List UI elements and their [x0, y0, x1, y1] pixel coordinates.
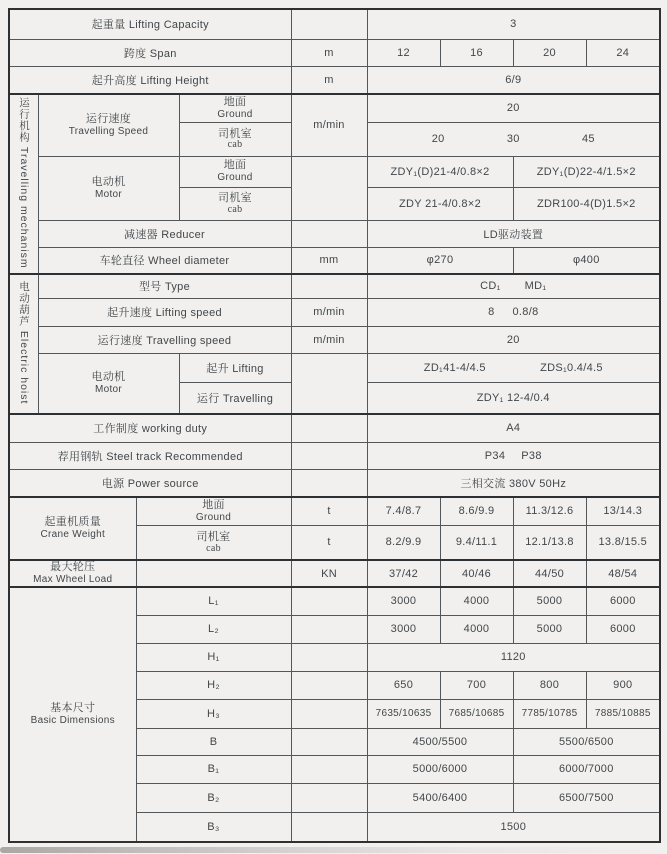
row-max-wheel-load [9, 560, 660, 587]
max-wheel-load-unit: KN [291, 560, 367, 587]
reducer-label: 减速器 Reducer [38, 220, 291, 247]
dim-H3-value-1: 7635/10635 [367, 699, 440, 728]
max-wheel-load-value-3: 44/50 [513, 560, 586, 587]
unit-cell-empty [291, 9, 367, 39]
unit-cell-empty [291, 353, 367, 414]
crane-weight-ground-sublabel: 地面 Ground [136, 497, 291, 525]
dim-H1-name: H₁ [136, 643, 291, 671]
max-wheel-load-value-4: 48/54 [586, 560, 660, 587]
unit-cell-empty [291, 643, 367, 671]
dim-L1-name: L₁ [136, 587, 291, 615]
basic-dimensions-label: 基本尺寸 Basic Dimensions [9, 587, 136, 842]
row-hoist-type [9, 274, 660, 298]
dim-B-value-1: 4500/5500 [367, 728, 513, 755]
travel-motor-cab-sublabel: 司机室 cab [179, 187, 291, 220]
dim-H1-value: 1120 [367, 643, 660, 671]
max-wheel-load-value-1: 37/42 [367, 560, 440, 587]
dim-H2-value-4: 900 [586, 671, 660, 699]
travel-speed-cab-sublabel: 司机室 cab [179, 122, 291, 156]
row-lifting-capacity [9, 9, 660, 39]
row-crane-weight-ground [9, 497, 660, 525]
dim-L2-value-1: 3000 [367, 615, 440, 643]
travel-speed-cab-values: 20 30 45 [367, 122, 660, 156]
lifting-capacity-value: 3 [367, 9, 660, 39]
row-hoist-lifting-speed [9, 298, 660, 326]
travelling-mechanism-group-label: 运行机构 Travelling mechanism [18, 96, 30, 269]
electric-hoist-group [9, 274, 38, 414]
span-value-12: 12 [367, 39, 440, 66]
crane-weight-cab-value-2: 9.4/11.1 [440, 525, 513, 560]
max-wheel-load-label: 最大轮压 Max Wheel Load [9, 560, 136, 587]
dim-L2-value-4: 6000 [586, 615, 660, 643]
span-value-24: 24 [586, 39, 660, 66]
unit-cell-empty [291, 615, 367, 643]
row-lifting-height [9, 66, 660, 94]
unit-cell-empty [291, 469, 367, 497]
row-dim-L1 [9, 587, 660, 615]
travel-motor-cab-value-2: ZDR100-4(D)1.5×2 [513, 187, 660, 220]
unit-cell-empty [291, 274, 367, 298]
crane-weight-cab-sublabel: 司机室 cab [136, 525, 291, 560]
power-source-label: 电源 Power source [9, 469, 291, 497]
dim-B-name: B [136, 728, 291, 755]
travelling-mechanism-group [9, 94, 38, 274]
hoist-motor-travelling-value: ZDY₁ 12-4/0.4 [367, 382, 660, 414]
dim-L1-value-3: 5000 [513, 587, 586, 615]
wheel-diameter-value-1: φ270 [367, 247, 513, 274]
dim-L2-name: L₂ [136, 615, 291, 643]
unit-cell-empty [291, 699, 367, 728]
unit-cell-empty [291, 671, 367, 699]
unit-cell-empty [291, 812, 367, 842]
lifting-capacity-label: 起重量 Lifting Capacity [9, 9, 291, 39]
row-steel-track [9, 442, 660, 469]
reducer-value: LD驱动装置 [367, 220, 660, 247]
unit-cell-empty [291, 728, 367, 755]
unit-cell-empty [291, 156, 367, 220]
crane-weight-cab-value-1: 8.2/9.9 [367, 525, 440, 560]
hoist-lifting-speed-label: 起升速度 Lifting speed [38, 298, 291, 326]
electric-hoist-group-label: 电动葫芦 Electric hoist [18, 280, 30, 405]
hoist-motor-label: 电动机 Motor [38, 353, 179, 414]
sublabel-cell-empty [136, 560, 291, 587]
dim-B1-name: B₁ [136, 755, 291, 783]
crane-weight-cab-value-4: 13.8/15.5 [586, 525, 660, 560]
dim-L2-value-3: 5000 [513, 615, 586, 643]
power-source-value: 三相交流 380V 50Hz [367, 469, 660, 497]
travel-speed-ground-sublabel: 地面 Ground [179, 94, 291, 122]
dim-L1-value-2: 4000 [440, 587, 513, 615]
crane-weight-ground-value-4: 13/14.3 [586, 497, 660, 525]
dim-B1-value-1: 5000/6000 [367, 755, 513, 783]
crane-weight-cab-value-3: 12.1/13.8 [513, 525, 586, 560]
row-wheel-diameter [9, 247, 660, 274]
hoist-motor-travelling-sublabel: 运行 Travelling [179, 382, 291, 414]
working-duty-value: A4 [367, 414, 660, 442]
dim-B1-value-2: 6000/7000 [513, 755, 660, 783]
travel-motor-label: 电动机 Motor [38, 156, 179, 220]
dim-H3-value-4: 7885/10885 [586, 699, 660, 728]
hoist-type-values: CD₁ MD₁ [367, 274, 660, 298]
hoist-lifting-speed-unit: m/min [291, 298, 367, 326]
dim-L1-value-1: 3000 [367, 587, 440, 615]
hoist-travelling-speed-unit: m/min [291, 326, 367, 353]
crane-weight-ground-value-1: 7.4/8.7 [367, 497, 440, 525]
row-travel-speed-ground [9, 94, 660, 122]
hoist-travelling-speed-value: 20 [367, 326, 660, 353]
row-reducer [9, 220, 660, 247]
working-duty-label: 工作制度 working duty [9, 414, 291, 442]
dim-H3-name: H₃ [136, 699, 291, 728]
dim-B2-value-2: 6500/7500 [513, 783, 660, 812]
dim-H2-value-3: 800 [513, 671, 586, 699]
unit-cell-empty [291, 414, 367, 442]
travel-speed-ground-value: 20 [367, 94, 660, 122]
lifting-height-unit: m [291, 66, 367, 94]
dim-H2-value-2: 700 [440, 671, 513, 699]
row-hoist-travelling-speed [9, 326, 660, 353]
dim-H2-value-1: 650 [367, 671, 440, 699]
dim-B2-value-1: 5400/6400 [367, 783, 513, 812]
wheel-diameter-unit: mm [291, 247, 367, 274]
span-value-20: 20 [513, 39, 586, 66]
travel-motor-ground-sublabel: 地面 Ground [179, 156, 291, 187]
travel-motor-ground-value-1: ZDY₁(D)21-4/0.8×2 [367, 156, 513, 187]
travel-speed-label: 运行速度 Travelling Speed [38, 94, 179, 156]
crane-spec-table [8, 8, 661, 843]
crane-weight-ground-value-2: 8.6/9.9 [440, 497, 513, 525]
unit-cell-empty [291, 220, 367, 247]
crane-weight-unit: t [291, 525, 367, 560]
dim-H3-value-3: 7785/10785 [513, 699, 586, 728]
dim-B3-name: B₃ [136, 812, 291, 842]
scan-edge-artifact [0, 847, 640, 853]
hoist-motor-lifting-values: ZD₁41-4/4.5 ZDS₁0.4/4.5 [367, 353, 660, 382]
crane-weight-label: 起重机质量 Crane Weight [9, 497, 136, 560]
dim-H3-value-2: 7685/10685 [440, 699, 513, 728]
span-value-16: 16 [440, 39, 513, 66]
crane-weight-ground-value-3: 11.3/12.6 [513, 497, 586, 525]
unit-cell-empty [291, 442, 367, 469]
wheel-diameter-label: 车轮直径 Wheel diameter [38, 247, 291, 274]
travel-motor-ground-value-2: ZDY₁(D)22-4/1.5×2 [513, 156, 660, 187]
max-wheel-load-value-2: 40/46 [440, 560, 513, 587]
row-power-source [9, 469, 660, 497]
wheel-diameter-value-2: φ400 [513, 247, 660, 274]
travel-speed-unit: m/min [291, 94, 367, 156]
hoist-lifting-speed-values: 8 0.8/8 [367, 298, 660, 326]
hoist-motor-lifting-sublabel: 起升 Lifting [179, 353, 291, 382]
hoist-travelling-speed-label: 运行速度 Travelling speed [38, 326, 291, 353]
dim-H2-name: H₂ [136, 671, 291, 699]
travel-motor-cab-value-1: ZDY 21-4/0.8×2 [367, 187, 513, 220]
crane-weight-unit: t [291, 497, 367, 525]
lifting-height-label: 起升高度 Lifting Height [9, 66, 291, 94]
unit-cell-empty [291, 783, 367, 812]
unit-cell-empty [291, 587, 367, 615]
lifting-height-value: 6/9 [367, 66, 660, 94]
hoist-type-label: 型号 Type [38, 274, 291, 298]
row-span [9, 39, 660, 66]
dim-B-value-2: 5500/6500 [513, 728, 660, 755]
row-hoist-motor-lifting [9, 353, 660, 382]
row-working-duty [9, 414, 660, 442]
dim-L1-value-4: 6000 [586, 587, 660, 615]
dim-B2-name: B₂ [136, 783, 291, 812]
steel-track-label: 荐用钢轨 Steel track Recommended [9, 442, 291, 469]
dim-L2-value-2: 4000 [440, 615, 513, 643]
span-label: 跨度 Span [9, 39, 291, 66]
steel-track-values: P34 P38 [367, 442, 660, 469]
unit-cell-empty [291, 755, 367, 783]
span-unit: m [291, 39, 367, 66]
row-travel-motor-ground [9, 156, 660, 187]
dim-B3-value: 1500 [367, 812, 660, 842]
